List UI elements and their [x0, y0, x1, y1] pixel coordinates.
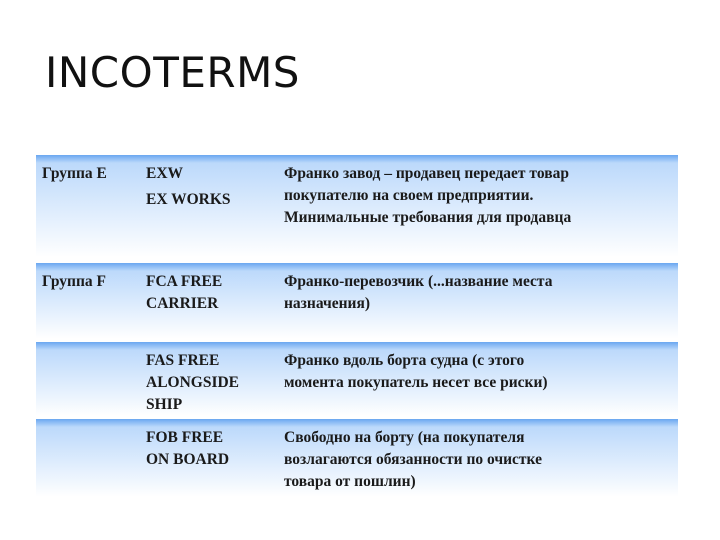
- description-line: момента покупатель несет все риски): [284, 374, 548, 391]
- description-cell: [274, 342, 678, 416]
- group-label: Группа F: [42, 273, 107, 290]
- description-line: Минимальные требования для продавца: [284, 209, 572, 226]
- description-line: покупателю на своем предприятии.: [284, 187, 534, 204]
- group-cell: [36, 342, 136, 416]
- table-row: [36, 342, 678, 416]
- description-cell: [274, 263, 678, 339]
- term-code: EXW: [146, 165, 184, 182]
- term-cell: [136, 342, 274, 416]
- term-name: EX WORKS: [146, 191, 231, 208]
- description-line: Франко завод – продавец передает товар: [284, 165, 569, 182]
- group-label: Группа E: [42, 165, 107, 182]
- description-cell: [274, 419, 678, 497]
- term-line: ALONGSIDE: [146, 374, 240, 391]
- description-line: Франко вдоль борта судна (с этого: [284, 352, 525, 369]
- term-line: FOB FREE: [146, 429, 224, 446]
- term-line: FAS FREE: [146, 352, 220, 369]
- term-cell: [136, 155, 274, 257]
- term-cell: [136, 263, 274, 339]
- term-line: CARRIER: [146, 295, 219, 312]
- description-line: назначения): [284, 295, 370, 312]
- table-row: [36, 155, 678, 257]
- term-cell: [136, 419, 274, 497]
- term-line: ON BOARD: [146, 451, 230, 468]
- group-cell: [36, 155, 136, 257]
- slide-title: INCOTERMS: [45, 48, 300, 97]
- description-line: товара от пошлин): [284, 473, 416, 490]
- description-line: Франко-перевозчик (...название места: [284, 273, 553, 290]
- table-row: [36, 263, 678, 339]
- description-line: возлагаются обязанности по очистке: [284, 451, 542, 468]
- description-line: Свободно на борту (на покупателя: [284, 429, 525, 446]
- table-row: [36, 419, 678, 497]
- group-cell: [36, 419, 136, 497]
- term-line: SHIP: [146, 396, 183, 413]
- description-cell: [274, 155, 678, 257]
- group-cell: [36, 263, 136, 339]
- term-line: FCA FREE: [146, 273, 223, 290]
